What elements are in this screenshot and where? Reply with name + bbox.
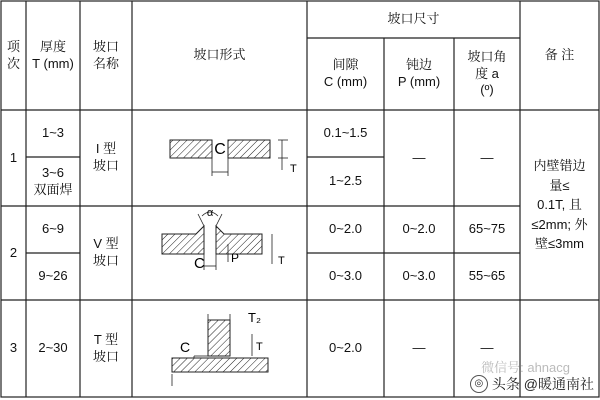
remarks: 内壁错边 量≤ 0.1T, 且 ≤2mm; 外 壁≤3mm <box>531 158 588 252</box>
t-groove-t-label: T <box>256 341 263 353</box>
v-groove-p-label: P <box>231 251 240 265</box>
i-groove-c-label: C <box>214 141 226 158</box>
row2-blunt-b: 0~3.0 <box>402 268 436 284</box>
header-groove-name: 坡口 名称 <box>92 38 119 71</box>
row3-blunt: — <box>412 340 426 356</box>
row2-groove-name: V 型 坡口 <box>92 236 119 268</box>
header-thickness: 厚度 T (mm) <box>32 38 74 71</box>
row3-item: 3 <box>9 340 18 356</box>
v-groove-t-label: T <box>278 255 285 267</box>
watermark-text: 头条 @暖通南社 <box>491 376 594 392</box>
v-groove-diagram <box>132 206 307 300</box>
header-remarks: 备 注 <box>544 47 575 63</box>
t-groove-c-label: C <box>180 339 191 355</box>
row2-angle-a: 65~75 <box>468 221 506 237</box>
row2-gap-a: 0~2.0 <box>329 221 362 237</box>
header-groove-form: 坡口形式 <box>193 47 246 63</box>
i-groove-t-label: T <box>290 163 297 175</box>
v-groove-c-label: C <box>194 255 205 272</box>
row1-gap-a: 0.1~1.5 <box>323 125 368 141</box>
i-groove-diagram <box>132 110 307 206</box>
t-groove-diagram <box>132 300 307 397</box>
row2-angle-b: 55~65 <box>468 268 506 284</box>
header-groove-size: 坡口尺寸 <box>387 11 440 27</box>
row3-angle: — <box>480 340 494 356</box>
v-groove-angle-label: α <box>206 207 214 219</box>
row2-gap-b: 0~3.0 <box>329 268 362 284</box>
row1-item: 1 <box>9 149 18 165</box>
row1-groove-name: I 型 坡口 <box>92 141 119 173</box>
t-groove-t2-label: T₂ <box>248 310 261 325</box>
row1-gap-b: 1~2.5 <box>329 173 362 189</box>
header-blunt: 钝边 P (mm) <box>397 57 441 89</box>
header-item: 项 次 <box>6 38 20 71</box>
row3-groove-name: T 型 坡口 <box>92 331 119 364</box>
row2-thickness-a: 6~9 <box>41 221 65 237</box>
row2-blunt-a: 0~2.0 <box>402 221 436 237</box>
row2-item: 2 <box>9 244 18 260</box>
watermark-logo-icon: ◎ <box>470 375 488 393</box>
row1-blunt: — <box>412 149 426 165</box>
header-angle: 坡口角 度 a (º) <box>467 48 507 98</box>
row1-thickness-b: 3~6 双面焊 <box>33 164 73 197</box>
watermark <box>470 374 594 394</box>
row3-gap: 0~2.0 <box>329 340 362 356</box>
row2-thickness-b: 9~26 <box>38 268 68 284</box>
row3-thickness: 2~30 <box>38 340 68 356</box>
row1-thickness-a: 1~3 <box>41 125 65 141</box>
header-gap: 间隙 C (mm) <box>323 57 368 89</box>
row1-angle: — <box>480 149 494 165</box>
watermark-ghost: 微信号: ahnacg <box>481 360 570 375</box>
